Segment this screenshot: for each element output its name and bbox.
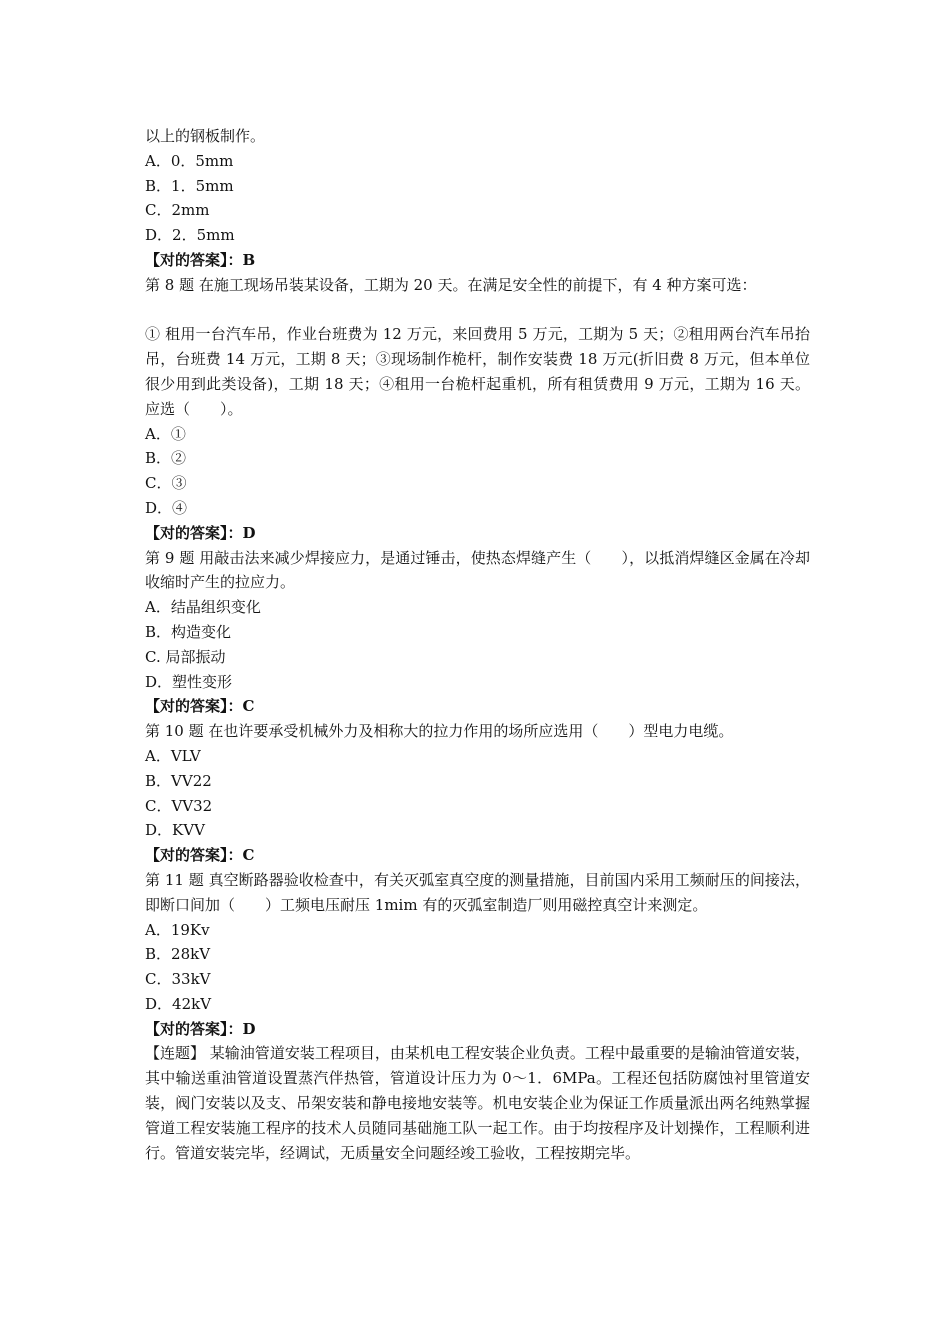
option-d: D．KVV — [145, 821, 205, 840]
option-c: C．33kV — [145, 970, 211, 989]
blank-line — [145, 298, 810, 323]
option-b: B．VV22 — [145, 771, 212, 790]
question-8-stem: 第 8 题 在施工现场吊装某设备，工期为 20 天。在满足安全性的前提下，有 4 种方案可选： — [145, 275, 757, 294]
document-page — [145, 124, 810, 1165]
option-d: D．④ — [145, 498, 188, 517]
option-b: B．28kV — [145, 945, 211, 964]
option-b: B．构造变化 — [145, 622, 232, 641]
question-8-options-text: ① 租用一台汽车吊，作业台班费为 12 万元，来回费用 5 万元，工期为 5 天；②租用两台汽车吊抬吊，台班费 14 万元，工期 8 天；③现场制作桅杆，制作安装费 18 万元(折旧费 8 万元，但本单位很少用到此类设备)，工期 18 天；④租用一台桅杆起重机，所有租赁费用 9 万元，工期为 16 天。应选（ ）。 — [145, 325, 810, 418]
option-a: A．VLV — [145, 746, 201, 765]
option-a: A．0．5mm — [145, 151, 234, 170]
question-10-stem: 第 10 题 在也许要承受机械外力及相称大的拉力作用的场所应选用（ ）型电力电缆。 — [145, 722, 734, 741]
option-b: B．1．5mm — [145, 176, 234, 195]
option-b: B．② — [145, 449, 187, 468]
correct-answer: 【对的答案】：B — [145, 250, 256, 269]
correct-answer: 【对的答案】：C — [145, 697, 255, 716]
question-11-stem: 第 11 题 真空断路器验收检查中，有关灭弧室真空度的测量措施，目前国内采用工频耐压的间接法，即断口间加（ ）工频电压耐压 1mim 有的灭弧室制造厂则用磁控真空计来测定。 — [145, 870, 810, 914]
option-d: D．塑性变形 — [145, 672, 233, 691]
option-a: A．结晶组织变化 — [145, 598, 261, 617]
option-c: C．③ — [145, 474, 187, 493]
option-a: A．19Kv — [145, 920, 210, 939]
correct-answer: 【对的答案】：D — [145, 1019, 256, 1038]
correct-answer: 【对的答案】：C — [145, 846, 255, 865]
option-a: A．① — [145, 424, 186, 443]
option-c: C. 局部振动 — [145, 647, 226, 666]
question-9-stem: 第 9 题 用敲击法来减少焊接应力，是通过锤击，使热态焊缝产生（ ），以抵消焊缝区金属在冷却收缩时产生的拉应力。 — [145, 548, 810, 592]
option-c: C．VV32 — [145, 796, 213, 815]
option-d: D．2．5mm — [145, 226, 235, 245]
linked-question-scenario: 【连题】 某输油管道安装工程项目，由某机电工程安装企业负责。工程中最重要的是输油管道安装，其中输送重油管道设置蒸汽伴热管，管道设计压力为 0～1．6MPa。工程还包括防腐蚀衬里管道安装，阀门安装以及支、吊架安装和静电接地安装等。机电安装企业为保证工作质量派出两名纯熟掌握管道工程安装施工程序的技术人员随同基础施工队一起工作。由于均按程序及计划操作，工程顺利进行。管道安装完毕，经调试，无质量安全问题经竣工验收，工程按期完毕。 — [145, 1044, 810, 1162]
correct-answer: 【对的答案】：D — [145, 523, 256, 542]
question-7-text-end: 以上的钢板制作。 — [145, 127, 266, 145]
option-c: C．2mm — [145, 201, 210, 220]
option-d: D．42kV — [145, 994, 212, 1013]
